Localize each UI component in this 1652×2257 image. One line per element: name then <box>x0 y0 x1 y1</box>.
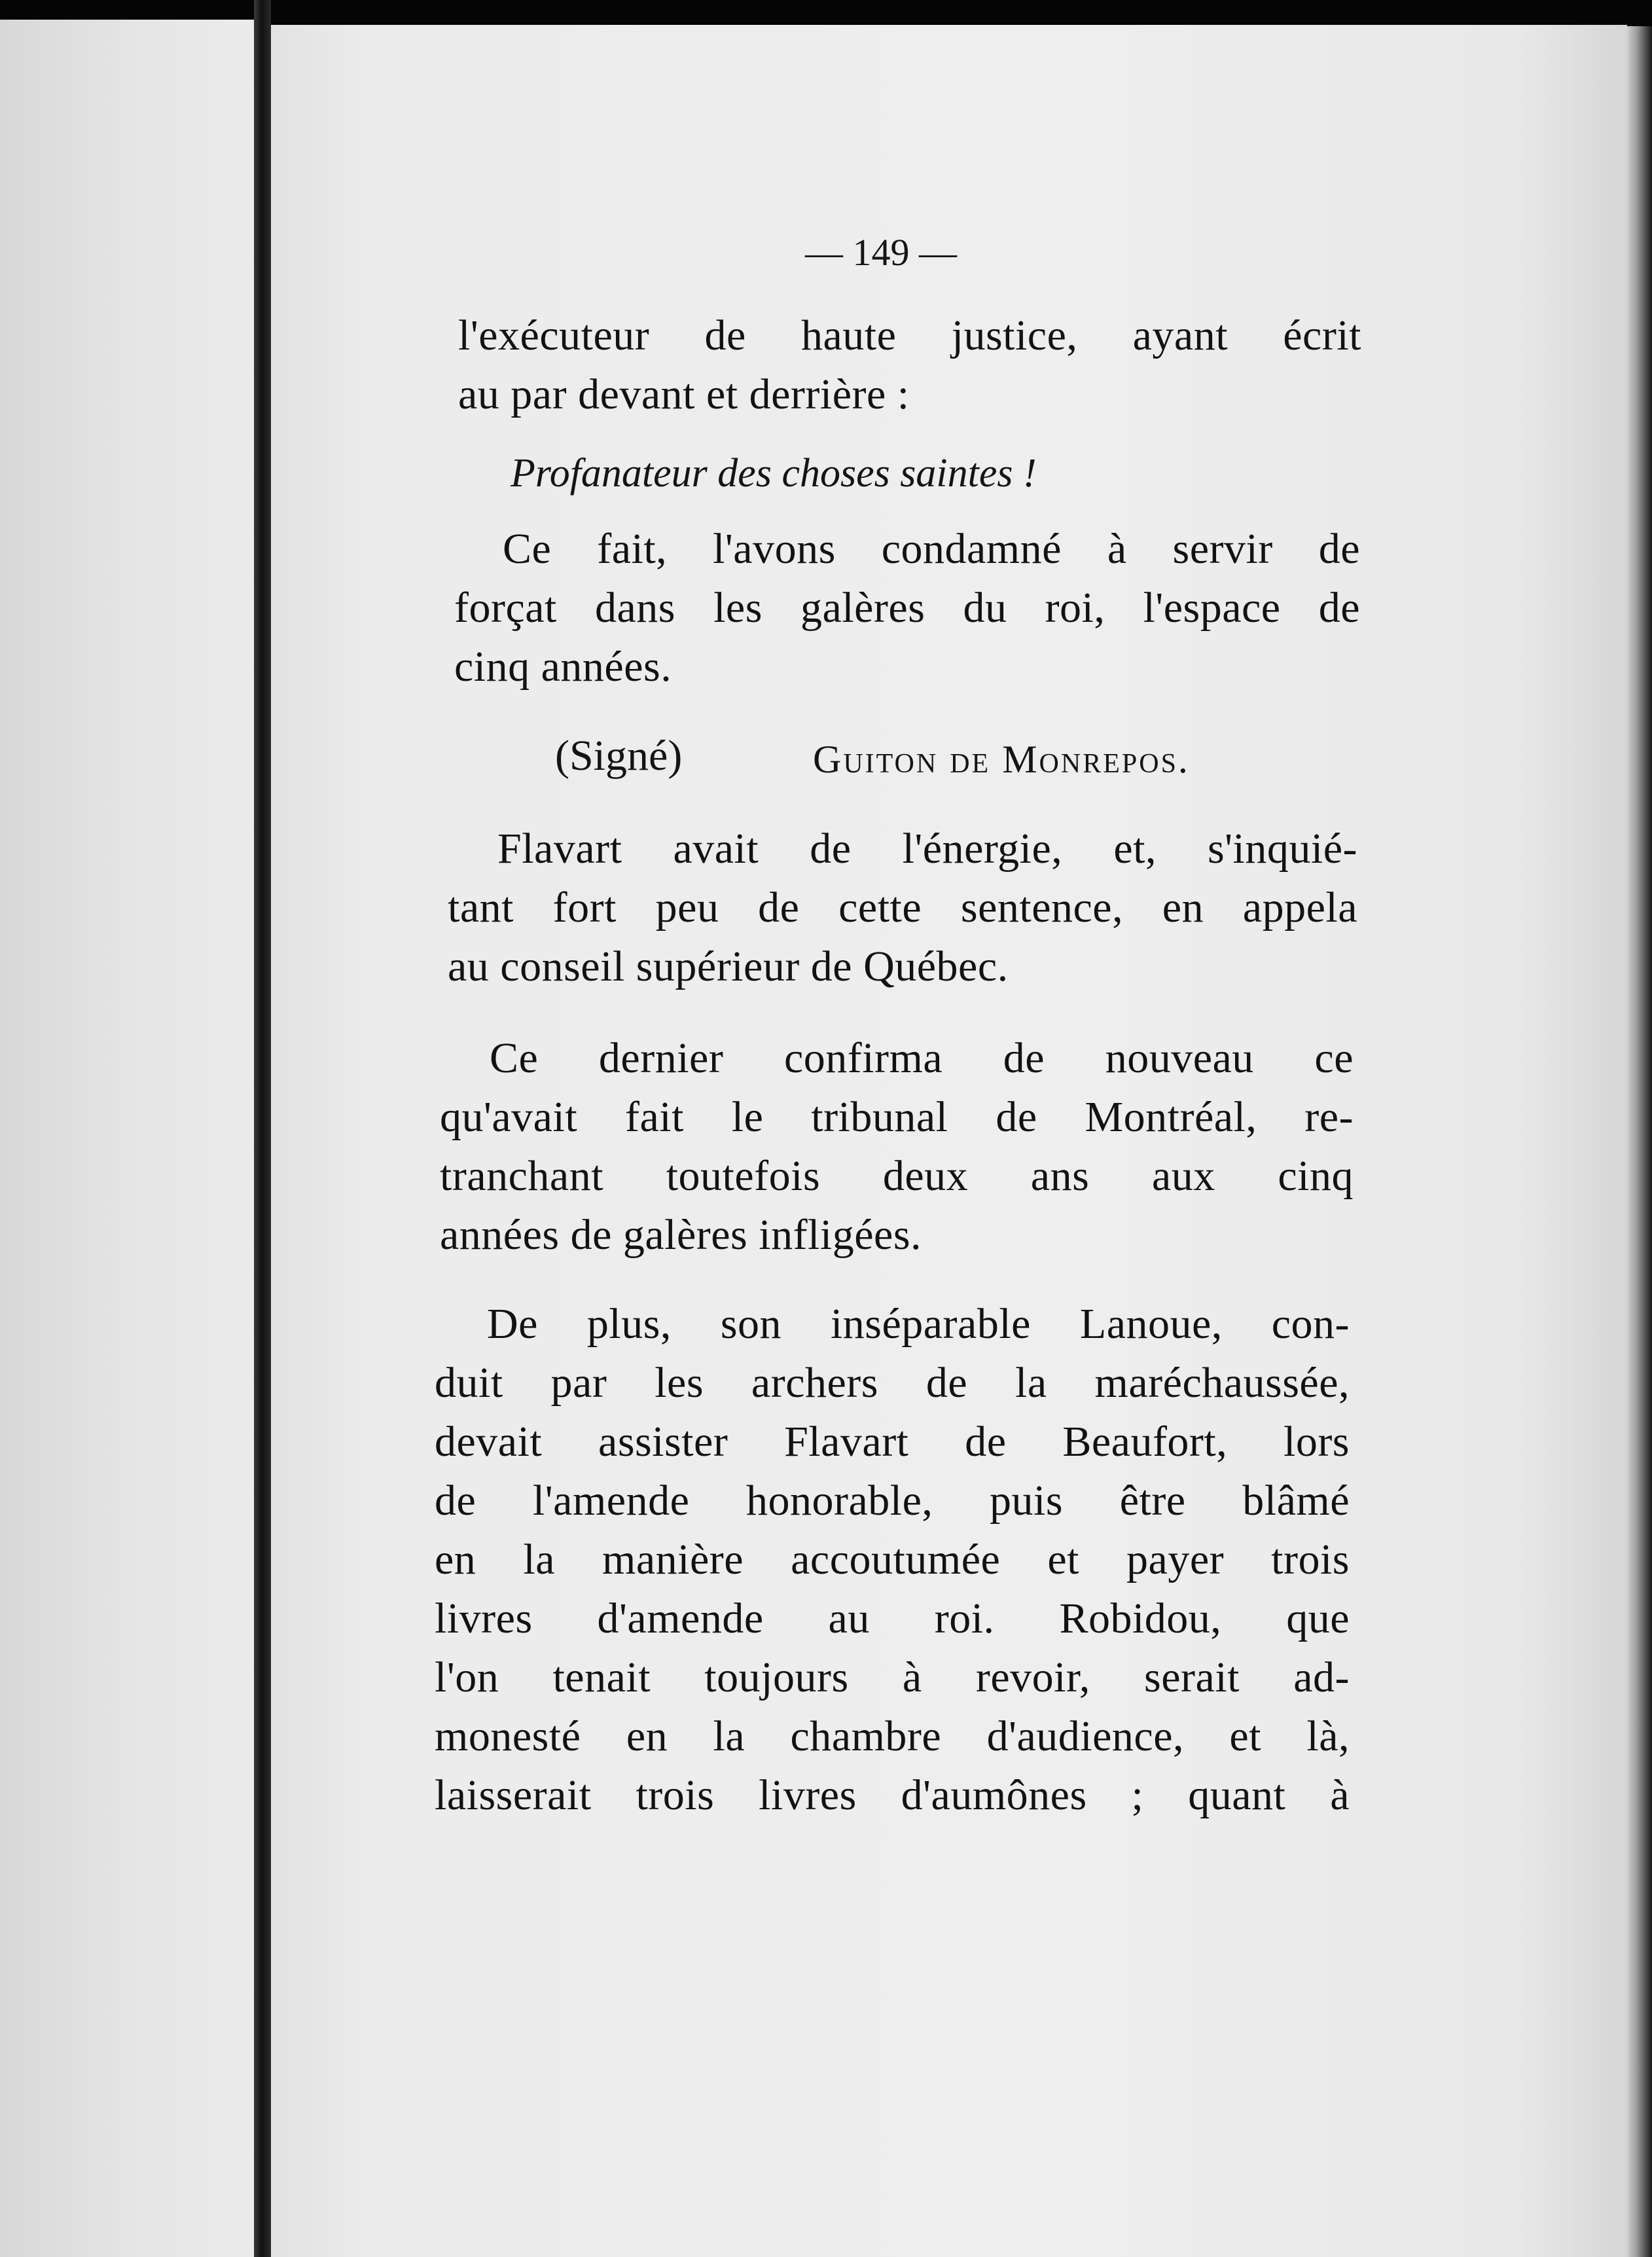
text-line: années de galères infligées. <box>440 1211 922 1259</box>
text-line: cinq années. <box>454 643 672 691</box>
italic-quote: Profanateur des choses saintes ! <box>511 451 1037 496</box>
text-line: forçat dans les galères du roi, l'espace de <box>454 584 1360 632</box>
text-line: au par devant et derrière : <box>458 370 910 418</box>
text-line: tant fort peu de cette sentence, en appela <box>448 884 1357 931</box>
text-line: qu'avait fait le tribunal de Montréal, re- <box>440 1093 1354 1141</box>
text-line: devait assister Flavart de Beaufort, lors <box>435 1418 1350 1466</box>
text-line: tranchant toutefois deux ans aux cinq <box>440 1152 1354 1200</box>
page-number: — 149 — <box>805 231 957 274</box>
text-line: l'on tenait toujours à revoir, serait ad- <box>435 1653 1350 1701</box>
text-line: Ce fait, l'avons condamné à servir de <box>503 525 1360 573</box>
signature-name: Guiton de Monrepos. <box>813 738 1190 781</box>
text-line: Ce dernier confirma de nouveau ce <box>490 1034 1354 1082</box>
text-line: en la manière accoutumée et payer trois <box>435 1536 1350 1583</box>
text-line: livres d'amende au roi. Robidou, que <box>435 1595 1350 1642</box>
text-line: de l'amende honorable, puis être blâmé <box>435 1477 1350 1525</box>
text-line: au conseil supérieur de Québec. <box>448 943 1009 990</box>
signature-label: (Signé) <box>555 732 683 780</box>
page-edge <box>1627 26 1652 2257</box>
text-line: monesté en la chambre d'audience, et là, <box>435 1712 1350 1760</box>
right-page <box>271 25 1627 2257</box>
text-line: duit par les archers de la maréchaussée, <box>435 1359 1350 1407</box>
text-line: Flavart avait de l'énergie, et, s'inquié- <box>497 825 1357 873</box>
left-page <box>0 20 262 2257</box>
text-line: l'exécuteur de haute justice, ayant écrit <box>458 312 1361 359</box>
book-gutter <box>254 0 271 2257</box>
text-line: De plus, son inséparable Lanoue, con- <box>487 1300 1350 1348</box>
text-line: laisserait trois livres d'aumônes ; quant à <box>435 1771 1350 1819</box>
